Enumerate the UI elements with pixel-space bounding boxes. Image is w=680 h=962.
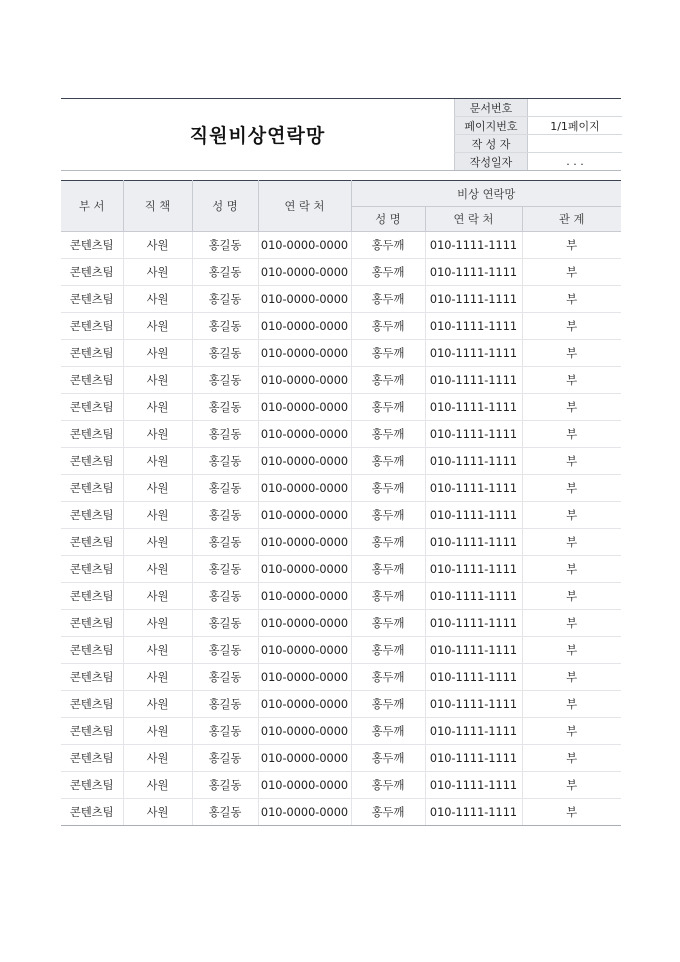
cell-name[interactable]: 홍길동 [192, 583, 258, 610]
cell-position[interactable]: 사원 [123, 637, 192, 664]
table-row [61, 583, 621, 610]
table-row [61, 340, 621, 367]
cell-name[interactable]: 홍길동 [192, 232, 258, 259]
cell-emergency-phone[interactable]: 010-1111-1111 [425, 313, 522, 340]
cell-position[interactable]: 사원 [123, 556, 192, 583]
cell-position[interactable]: 사원 [123, 664, 192, 691]
cell-phone[interactable]: 010-0000-0000 [258, 637, 351, 664]
table-row [61, 259, 621, 286]
cell-name[interactable]: 홍길동 [192, 556, 258, 583]
table-row [61, 745, 621, 772]
cell-position[interactable]: 사원 [123, 421, 192, 448]
cell-emergency-name[interactable]: 홍두깨 [351, 610, 425, 637]
cell-relation[interactable]: 부 [522, 286, 621, 313]
cell-relation[interactable]: 부 [522, 232, 621, 259]
table-row [61, 529, 621, 556]
meta-row-page-number [455, 117, 623, 135]
cell-emergency-name[interactable]: 홍두깨 [351, 340, 425, 367]
cell-emergency-name[interactable]: 홍두깨 [351, 583, 425, 610]
cell-name[interactable]: 홍길동 [192, 394, 258, 421]
cell-relation[interactable]: 부 [522, 556, 621, 583]
table-row [61, 394, 621, 421]
table-row [61, 556, 621, 583]
meta-row-date [455, 153, 623, 171]
cell-name[interactable]: 홍길동 [192, 745, 258, 772]
col-header-emergency-group: 비상 연락망 [351, 181, 621, 207]
cell-emergency-phone[interactable]: 010-1111-1111 [425, 610, 522, 637]
cell-relation[interactable]: 부 [522, 259, 621, 286]
cell-name[interactable]: 홍길동 [192, 799, 258, 826]
cell-relation[interactable]: 부 [522, 394, 621, 421]
cell-emergency-phone[interactable]: 010-1111-1111 [425, 340, 522, 367]
col-header-phone: 연 락 처 [258, 181, 351, 232]
table-row [61, 286, 621, 313]
cell-name[interactable]: 홍길동 [192, 259, 258, 286]
cell-position[interactable]: 사원 [123, 745, 192, 772]
document-meta-table [454, 99, 622, 170]
cell-emergency-phone[interactable]: 010-1111-1111 [425, 556, 522, 583]
meta-value[interactable]: 1/1페이지 [528, 117, 623, 135]
cell-emergency-name[interactable]: 홍두깨 [351, 637, 425, 664]
cell-relation[interactable]: 부 [522, 421, 621, 448]
cell-department[interactable]: 콘텐츠팀 [61, 502, 123, 529]
cell-position[interactable]: 사원 [123, 367, 192, 394]
cell-department[interactable]: 콘텐츠팀 [61, 610, 123, 637]
meta-label: 작성일자 [455, 153, 528, 171]
cell-emergency-phone[interactable]: 010-1111-1111 [425, 286, 522, 313]
cell-position[interactable]: 사원 [123, 394, 192, 421]
cell-phone[interactable]: 010-0000-0000 [258, 340, 351, 367]
cell-position[interactable]: 사원 [123, 448, 192, 475]
cell-name[interactable]: 홍길동 [192, 718, 258, 745]
cell-phone[interactable]: 010-0000-0000 [258, 664, 351, 691]
cell-relation[interactable]: 부 [522, 502, 621, 529]
cell-phone[interactable]: 010-0000-0000 [258, 799, 351, 826]
col-header-emergency-name: 성 명 [351, 207, 425, 232]
cell-name[interactable]: 홍길동 [192, 772, 258, 799]
cell-department[interactable]: 콘텐츠팀 [61, 718, 123, 745]
cell-relation[interactable]: 부 [522, 637, 621, 664]
cell-department[interactable]: 콘텐츠팀 [61, 313, 123, 340]
cell-emergency-phone[interactable]: 010-1111-1111 [425, 691, 522, 718]
cell-emergency-phone[interactable]: 010-1111-1111 [425, 259, 522, 286]
cell-name[interactable]: 홍길동 [192, 286, 258, 313]
cell-name[interactable]: 홍길동 [192, 502, 258, 529]
cell-relation[interactable]: 부 [522, 340, 621, 367]
cell-phone[interactable]: 010-0000-0000 [258, 691, 351, 718]
cell-emergency-name[interactable]: 홍두깨 [351, 502, 425, 529]
meta-label: 작 성 자 [455, 135, 528, 153]
cell-name[interactable]: 홍길동 [192, 475, 258, 502]
cell-name[interactable]: 홍길동 [192, 367, 258, 394]
table-row [61, 313, 621, 340]
col-header-name: 성 명 [192, 181, 258, 232]
cell-emergency-phone[interactable]: 010-1111-1111 [425, 664, 522, 691]
table-row [61, 367, 621, 394]
cell-emergency-name[interactable]: 홍두깨 [351, 664, 425, 691]
cell-department[interactable]: 콘텐츠팀 [61, 529, 123, 556]
cell-department[interactable]: 콘텐츠팀 [61, 259, 123, 286]
cell-position[interactable]: 사원 [123, 475, 192, 502]
meta-row-doc-number [455, 99, 623, 117]
cell-emergency-name[interactable]: 홍두깨 [351, 556, 425, 583]
table-row [61, 691, 621, 718]
cell-emergency-name[interactable]: 홍두깨 [351, 745, 425, 772]
cell-relation[interactable]: 부 [522, 691, 621, 718]
cell-phone[interactable]: 010-0000-0000 [258, 394, 351, 421]
cell-emergency-phone[interactable]: 010-1111-1111 [425, 475, 522, 502]
table-row [61, 799, 621, 826]
cell-emergency-phone[interactable]: 010-1111-1111 [425, 772, 522, 799]
cell-position[interactable]: 사원 [123, 718, 192, 745]
document-title: 직원비상연락망 [189, 125, 326, 147]
cell-name[interactable]: 홍길동 [192, 529, 258, 556]
cell-department[interactable]: 콘텐츠팀 [61, 691, 123, 718]
meta-label: 문서번호 [455, 99, 528, 117]
col-header-emergency-phone: 연 락 처 [425, 207, 522, 232]
cell-position[interactable]: 사원 [123, 529, 192, 556]
cell-position[interactable]: 사원 [123, 259, 192, 286]
cell-phone[interactable]: 010-0000-0000 [258, 502, 351, 529]
cell-emergency-phone[interactable]: 010-1111-1111 [425, 799, 522, 826]
cell-position[interactable]: 사원 [123, 772, 192, 799]
table-body [61, 232, 621, 826]
cell-emergency-name[interactable]: 홍두깨 [351, 475, 425, 502]
cell-department[interactable]: 콘텐츠팀 [61, 421, 123, 448]
cell-name[interactable]: 홍길동 [192, 637, 258, 664]
table-row [61, 718, 621, 745]
cell-phone[interactable]: 010-0000-0000 [258, 421, 351, 448]
emergency-contact-table [61, 180, 621, 826]
cell-name[interactable]: 홍길동 [192, 610, 258, 637]
cell-emergency-name[interactable]: 홍두깨 [351, 232, 425, 259]
cell-position[interactable]: 사원 [123, 232, 192, 259]
cell-emergency-phone[interactable]: 010-1111-1111 [425, 421, 522, 448]
cell-emergency-name[interactable]: 홍두깨 [351, 691, 425, 718]
table-row [61, 475, 621, 502]
cell-position[interactable]: 사원 [123, 691, 192, 718]
cell-name[interactable]: 홍길동 [192, 664, 258, 691]
cell-department[interactable]: 콘텐츠팀 [61, 340, 123, 367]
table-row [61, 232, 621, 259]
cell-position[interactable]: 사원 [123, 799, 192, 826]
cell-phone[interactable]: 010-0000-0000 [258, 718, 351, 745]
cell-relation[interactable]: 부 [522, 664, 621, 691]
table-row [61, 448, 621, 475]
cell-phone[interactable]: 010-0000-0000 [258, 610, 351, 637]
cell-emergency-name[interactable]: 홍두깨 [351, 313, 425, 340]
cell-phone[interactable]: 010-0000-0000 [258, 259, 351, 286]
cell-emergency-name[interactable]: 홍두깨 [351, 367, 425, 394]
cell-emergency-phone[interactable]: 010-1111-1111 [425, 367, 522, 394]
cell-emergency-phone[interactable]: 010-1111-1111 [425, 529, 522, 556]
cell-name[interactable]: 홍길동 [192, 691, 258, 718]
cell-department[interactable]: 콘텐츠팀 [61, 286, 123, 313]
cell-name[interactable]: 홍길동 [192, 340, 258, 367]
header-row-1 [61, 181, 621, 207]
cell-name[interactable]: 홍길동 [192, 448, 258, 475]
cell-position[interactable]: 사원 [123, 610, 192, 637]
cell-phone[interactable]: 010-0000-0000 [258, 475, 351, 502]
cell-department[interactable]: 콘텐츠팀 [61, 637, 123, 664]
cell-name[interactable]: 홍길동 [192, 313, 258, 340]
cell-emergency-name[interactable]: 홍두깨 [351, 772, 425, 799]
cell-department[interactable]: 콘텐츠팀 [61, 664, 123, 691]
cell-relation[interactable]: 부 [522, 772, 621, 799]
cell-phone[interactable]: 010-0000-0000 [258, 232, 351, 259]
cell-phone[interactable]: 010-0000-0000 [258, 745, 351, 772]
table-row [61, 502, 621, 529]
cell-department[interactable]: 콘텐츠팀 [61, 448, 123, 475]
cell-emergency-phone[interactable]: 010-1111-1111 [425, 394, 522, 421]
cell-emergency-name[interactable]: 홍두깨 [351, 286, 425, 313]
cell-emergency-name[interactable]: 홍두깨 [351, 421, 425, 448]
cell-relation[interactable]: 부 [522, 745, 621, 772]
cell-phone[interactable]: 010-0000-0000 [258, 448, 351, 475]
cell-relation[interactable]: 부 [522, 448, 621, 475]
table-row [61, 772, 621, 799]
cell-relation[interactable]: 부 [522, 529, 621, 556]
cell-department[interactable]: 콘텐츠팀 [61, 367, 123, 394]
cell-emergency-name[interactable]: 홍두깨 [351, 394, 425, 421]
cell-relation[interactable]: 부 [522, 610, 621, 637]
cell-emergency-phone[interactable]: 010-1111-1111 [425, 583, 522, 610]
cell-phone[interactable]: 010-0000-0000 [258, 529, 351, 556]
cell-phone[interactable]: 010-0000-0000 [258, 772, 351, 799]
cell-emergency-phone[interactable]: 010-1111-1111 [425, 232, 522, 259]
cell-relation[interactable]: 부 [522, 313, 621, 340]
cell-relation[interactable]: 부 [522, 718, 621, 745]
meta-value[interactable] [528, 99, 623, 117]
cell-emergency-phone[interactable]: 010-1111-1111 [425, 637, 522, 664]
table-row [61, 421, 621, 448]
cell-department[interactable]: 콘텐츠팀 [61, 556, 123, 583]
cell-emergency-name[interactable]: 홍두깨 [351, 529, 425, 556]
cell-position[interactable]: 사원 [123, 583, 192, 610]
cell-name[interactable]: 홍길동 [192, 421, 258, 448]
cell-emergency-phone[interactable]: 010-1111-1111 [425, 502, 522, 529]
cell-department[interactable]: 콘텐츠팀 [61, 772, 123, 799]
cell-emergency-name[interactable]: 홍두깨 [351, 448, 425, 475]
cell-department[interactable]: 콘텐츠팀 [61, 745, 123, 772]
cell-emergency-phone[interactable]: 010-1111-1111 [425, 718, 522, 745]
col-header-relation: 관 계 [522, 207, 621, 232]
cell-department[interactable]: 콘텐츠팀 [61, 583, 123, 610]
cell-relation[interactable]: 부 [522, 475, 621, 502]
meta-value[interactable]: . . . [566, 155, 584, 168]
table-row [61, 664, 621, 691]
cell-emergency-name[interactable]: 홍두깨 [351, 259, 425, 286]
table-row [61, 610, 621, 637]
cell-phone[interactable]: 010-0000-0000 [258, 583, 351, 610]
cell-department[interactable]: 콘텐츠팀 [61, 475, 123, 502]
cell-emergency-phone[interactable]: 010-1111-1111 [425, 745, 522, 772]
cell-emergency-phone[interactable]: 010-1111-1111 [425, 448, 522, 475]
meta-value[interactable] [528, 135, 623, 153]
cell-phone[interactable]: 010-0000-0000 [258, 367, 351, 394]
cell-emergency-name[interactable]: 홍두깨 [351, 799, 425, 826]
cell-relation[interactable]: 부 [522, 799, 621, 826]
col-header-position: 직 책 [123, 181, 192, 232]
cell-position[interactable]: 사원 [123, 502, 192, 529]
cell-department[interactable]: 콘텐츠팀 [61, 799, 123, 826]
cell-position[interactable]: 사원 [123, 286, 192, 313]
meta-row-author [455, 135, 623, 153]
cell-department[interactable]: 콘텐츠팀 [61, 232, 123, 259]
cell-position[interactable]: 사원 [123, 313, 192, 340]
cell-position[interactable]: 사원 [123, 340, 192, 367]
cell-emergency-name[interactable]: 홍두깨 [351, 718, 425, 745]
cell-phone[interactable]: 010-0000-0000 [258, 556, 351, 583]
table-row [61, 637, 621, 664]
col-header-department: 부 서 [61, 181, 123, 232]
cell-department[interactable]: 콘텐츠팀 [61, 394, 123, 421]
cell-relation[interactable]: 부 [522, 583, 621, 610]
cell-phone[interactable]: 010-0000-0000 [258, 313, 351, 340]
cell-phone[interactable]: 010-0000-0000 [258, 286, 351, 313]
cell-relation[interactable]: 부 [522, 367, 621, 394]
header-bottom-rule [61, 170, 621, 171]
meta-label: 페이지번호 [455, 117, 528, 135]
